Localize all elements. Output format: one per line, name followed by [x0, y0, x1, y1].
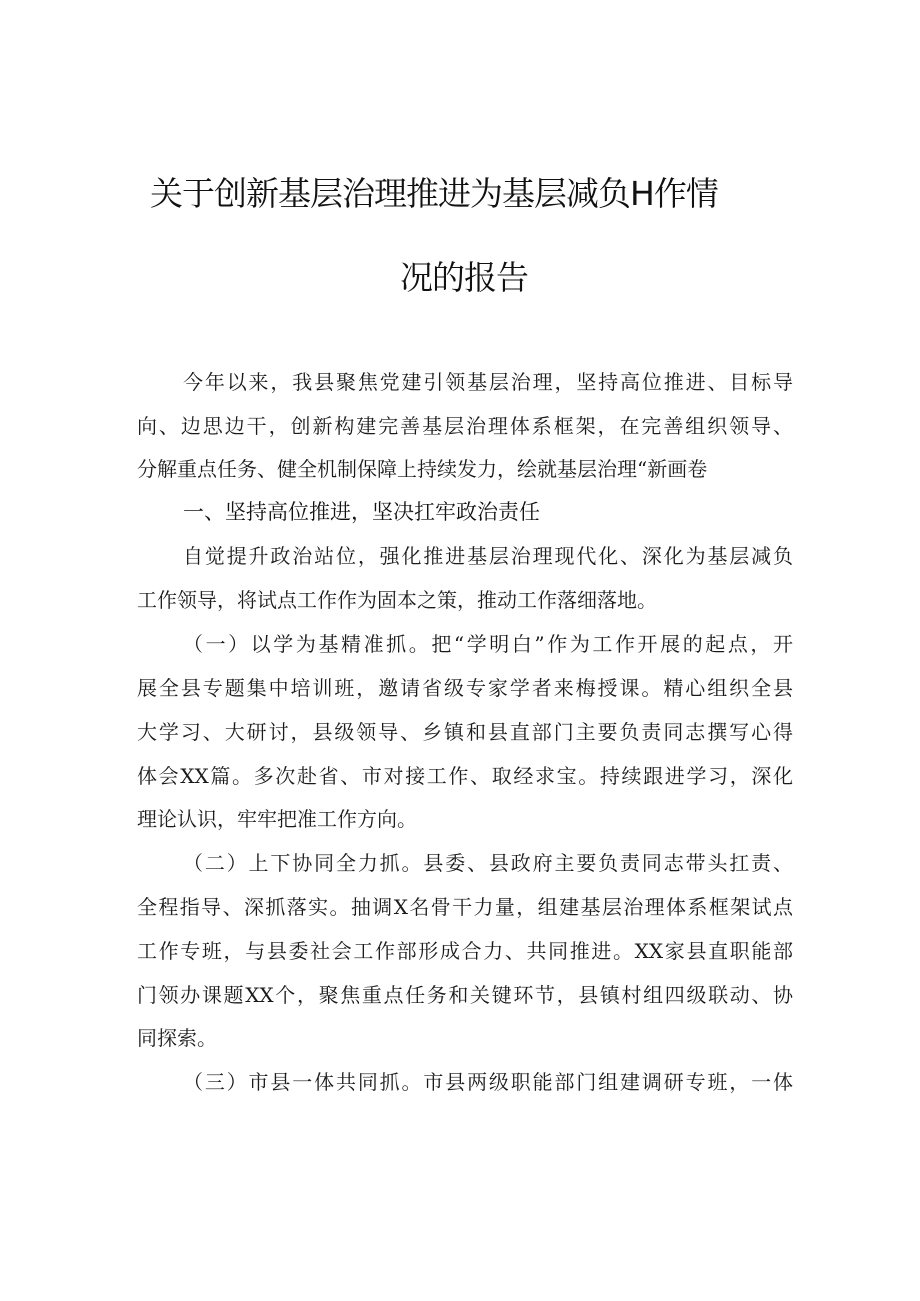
section-heading-1: 一、坚持高位推进，坚决扛牢政治责任: [183, 500, 540, 524]
item1-line-3: 大学习、大研讨，县级领导、乡镇和县直部门主要负责同志撰写心得: [137, 720, 793, 744]
section1-line-1: 自觉提升政治站位，强化推进基层治理现代化、深化为基层减负: [183, 544, 793, 568]
item2-line-5: 同探索。: [137, 1026, 217, 1050]
item1-line-2: 展全县专题集中培训班，邀请省级专家学者来梅授课。精心组织全县: [137, 676, 793, 700]
item1-line-1: （一）以学为基精准抓。把“学明白”作为工作开展的起点，开: [183, 632, 793, 656]
item2-line-4: 门领办课题XX个，聚焦重点任务和关键环节，县镇村组四级联动、协: [137, 983, 793, 1007]
section1-line-2: 工作领导，将试点工作作为固本之策，推动工作落细落地。: [137, 588, 657, 612]
item1-line-4: 体会XX篇。多次赴省、市对接工作、取经求宝。持续跟进学习，深化: [137, 764, 793, 788]
item1-line-5: 理论认识，牢牢把准工作方向。: [137, 807, 417, 831]
intro-line-3: 分解重点任务、健全机制保障上持续发力，绘就基层治理“新画卷: [137, 457, 708, 481]
item3-line-1: （三）市县一体共同抓。市县两级职能部门组建调研专班，一体: [183, 1070, 793, 1094]
item2-line-1: （二）上下协同全力抓。县委、县政府主要负责同志带头扛责、: [183, 851, 793, 875]
document-title-line-1: 关于创新基层治理推进为基层减负H作情: [150, 174, 718, 213]
item2-line-3: 工作专班，与县委社会工作部形成合力、共同推进。XX家县直职能部: [137, 939, 793, 963]
item2-line-2: 全程指导、深抓落实。抽调X名骨干力量，组建基层治理体系框架试点: [137, 895, 793, 919]
intro-line-1: 今年以来，我县聚焦党建引领基层治理，坚持高位推进、目标导: [183, 370, 793, 394]
intro-line-2: 向、边思边干，创新构建完善基层治理体系框架，在完善组织领导、: [137, 414, 793, 438]
document-title-line-2: 况的报告: [400, 258, 528, 297]
